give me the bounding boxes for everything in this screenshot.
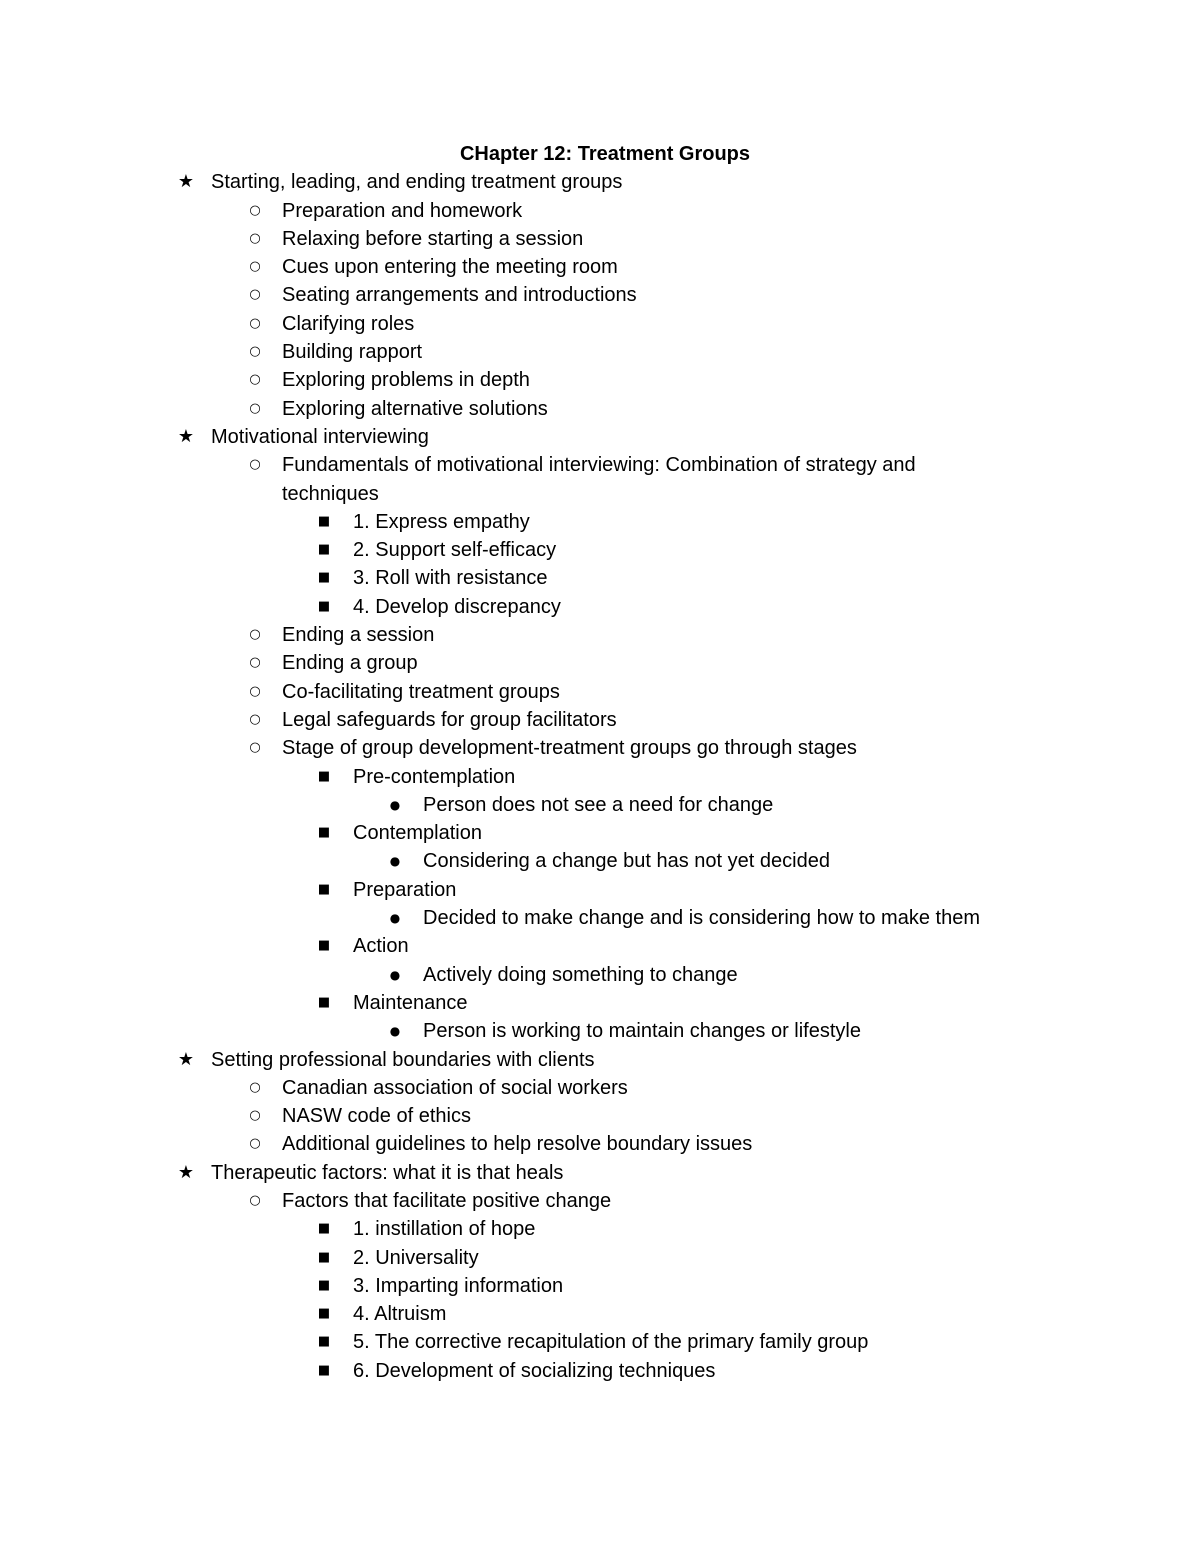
outline-text: Ending a group	[282, 652, 418, 675]
outline-row	[0, 791, 1200, 819]
circle-bullet-icon: ○	[249, 1079, 261, 1095]
square-bullet-icon: ■	[317, 1362, 331, 1378]
outline-text: Preparation	[353, 878, 457, 901]
outline-item-level-3	[0, 536, 1200, 564]
outline-row	[0, 1357, 1200, 1385]
outline-sublist	[0, 1074, 1200, 1159]
outline-item-level-3	[0, 1328, 1200, 1356]
outline-item-level-4	[0, 904, 1200, 932]
outline-item-level-2	[0, 281, 1200, 309]
outline-row	[0, 423, 1200, 451]
star-bullet-icon: ★	[177, 1161, 195, 1183]
circle-bullet-icon: ○	[249, 400, 261, 416]
outline-item-level-2	[0, 1102, 1200, 1130]
outline-item-level-1	[0, 1159, 1200, 1385]
outline-sublist	[0, 1187, 1200, 1385]
outline-item-level-2	[0, 621, 1200, 649]
outline-row	[0, 593, 1200, 621]
circle-bullet-icon: ○	[249, 655, 261, 671]
outline-row	[0, 734, 1200, 762]
square-bullet-icon: ■	[317, 938, 331, 954]
outline-row	[0, 1017, 1200, 1045]
outline-row	[0, 763, 1200, 791]
outline-row	[0, 961, 1200, 989]
outline-text: Ending a session	[282, 624, 435, 647]
outline-text: Building rapport	[282, 341, 423, 364]
outline-item-level-4	[0, 1017, 1200, 1045]
outline-text: 1. Express empathy	[353, 510, 530, 533]
outline-text: Stage of group development-treatment groups go through stages	[282, 737, 857, 760]
outline-text: Maintenance	[353, 991, 468, 1014]
outline-row	[0, 932, 1200, 960]
square-bullet-icon: ■	[317, 1277, 331, 1293]
circle-bullet-icon: ○	[249, 1192, 261, 1208]
circle-bullet-icon: ○	[249, 627, 261, 643]
circle-bullet-icon: ○	[249, 457, 261, 473]
outline-sublist	[0, 847, 1200, 875]
outline-text: Relaxing before starting a session	[282, 227, 584, 250]
outline-item-level-3	[0, 989, 1200, 1046]
outline-item-level-2	[0, 197, 1200, 225]
outline-row	[0, 1102, 1200, 1130]
outline-text: 3. Roll with resistance	[353, 567, 548, 590]
outline-row	[0, 197, 1200, 225]
outline-text: 4. Altruism	[353, 1303, 447, 1326]
square-bullet-icon: ■	[317, 598, 331, 614]
outline-row	[0, 168, 1200, 196]
outline-item-level-1	[0, 168, 1200, 423]
outline-item-level-3	[0, 876, 1200, 933]
outline-row	[0, 508, 1200, 536]
outline-row	[0, 1187, 1200, 1215]
circle-bullet-icon: ○	[249, 259, 261, 275]
outline-text: Additional guidelines to help resolve boundary issues	[282, 1133, 753, 1156]
outline-row	[0, 395, 1200, 423]
outline-text: Starting, leading, and ending treatment groups	[211, 171, 623, 194]
outline-text: 2. Universality	[353, 1246, 479, 1269]
outline-row	[0, 225, 1200, 253]
outline-item-level-2	[0, 395, 1200, 423]
circle-bullet-icon: ○	[249, 1108, 261, 1124]
outline-text: Factors that facilitate positive change	[282, 1189, 612, 1212]
outline-text: Actively doing something to change	[423, 963, 738, 986]
outline-item-level-3	[0, 932, 1200, 989]
outline-text: 4. Develop discrepancy	[353, 595, 561, 618]
outline-text: Contemplation	[353, 822, 482, 845]
circle-bullet-icon: ○	[249, 1136, 261, 1152]
outline-row	[0, 281, 1200, 309]
square-bullet-icon: ■	[317, 1249, 331, 1265]
outline-item-level-2	[0, 706, 1200, 734]
outline-item-level-3	[0, 1300, 1200, 1328]
outline-text: Therapeutic factors: what it is that heals	[211, 1161, 564, 1184]
square-bullet-icon: ■	[317, 513, 331, 529]
outline-text: Considering a change but has not yet decided	[423, 850, 830, 873]
outline-item-level-2	[0, 253, 1200, 281]
outline-text: Clarifying roles	[282, 312, 415, 335]
outline-list	[0, 168, 1200, 1385]
square-bullet-icon: ■	[317, 881, 331, 897]
outline-row	[0, 904, 1200, 932]
outline-item-level-2	[0, 338, 1200, 366]
square-bullet-icon: ■	[317, 1221, 331, 1237]
outline-item-level-3	[0, 593, 1200, 621]
outline-text: Fundamentals of motivational interviewing: Combination of strategy and techniques	[282, 454, 916, 505]
outline-item-level-4	[0, 791, 1200, 819]
outline-text: Exploring problems in depth	[282, 369, 530, 392]
star-bullet-icon: ★	[177, 1048, 195, 1070]
outline-text: 5. The corrective recapitulation of the primary family group	[353, 1331, 869, 1354]
outline-item-level-2	[0, 310, 1200, 338]
outline-row	[0, 1328, 1200, 1356]
outline-row	[0, 1074, 1200, 1102]
dot-bullet-icon: ●	[389, 797, 401, 812]
outline-item-level-2	[0, 649, 1200, 677]
outline-text: Exploring alternative solutions	[282, 397, 548, 420]
square-bullet-icon: ■	[317, 1334, 331, 1350]
outline-text: Canadian association of social workers	[282, 1076, 628, 1099]
circle-bullet-icon: ○	[249, 315, 261, 331]
outline-item-level-3	[0, 1357, 1200, 1385]
outline-text: Co-facilitating treatment groups	[282, 680, 560, 703]
outline-row	[0, 989, 1200, 1017]
circle-bullet-icon: ○	[249, 202, 261, 218]
outline-item-level-3	[0, 763, 1200, 820]
outline-row	[0, 876, 1200, 904]
outline-row	[0, 1244, 1200, 1272]
outline-row	[0, 819, 1200, 847]
document-title: CHapter 12: Treatment Groups	[459, 143, 751, 165]
outline-row	[0, 564, 1200, 592]
outline-item-level-3	[0, 819, 1200, 876]
outline-item-level-2	[0, 1187, 1200, 1385]
dot-bullet-icon: ●	[389, 967, 401, 982]
outline-item-level-3	[0, 508, 1200, 536]
document-page	[0, 140, 1200, 1385]
square-bullet-icon: ■	[317, 768, 331, 784]
circle-bullet-icon: ○	[249, 683, 261, 699]
outline-text: Person does not see a need for change	[423, 793, 774, 816]
outline-row	[0, 1215, 1200, 1243]
dot-bullet-icon: ●	[389, 911, 401, 926]
outline-item-level-4	[0, 847, 1200, 875]
square-bullet-icon: ■	[317, 825, 331, 841]
outline-row	[0, 621, 1200, 649]
outline-text: 2. Support self-efficacy	[353, 539, 557, 562]
outline-text: NASW code of ethics	[282, 1105, 471, 1128]
circle-bullet-icon: ○	[249, 344, 261, 360]
outline-row	[0, 706, 1200, 734]
outline-item-level-2	[0, 451, 1200, 621]
outline-row	[0, 536, 1200, 564]
outline-sublist	[0, 1215, 1200, 1385]
outline-item-level-2	[0, 1074, 1200, 1102]
outline-row	[0, 1272, 1200, 1300]
outline-item-level-4	[0, 961, 1200, 989]
circle-bullet-icon: ○	[249, 711, 261, 727]
outline-row	[0, 1300, 1200, 1328]
outline-text: 3. Imparting information	[353, 1274, 564, 1297]
outline-text: Person is working to maintain changes or lifestyle	[423, 1020, 861, 1043]
outline-row	[0, 1159, 1200, 1187]
outline-text: Decided to make change and is considering how to make them	[423, 907, 980, 930]
outline-row	[0, 338, 1200, 366]
star-bullet-icon: ★	[177, 425, 195, 447]
square-bullet-icon: ■	[317, 994, 331, 1010]
outline-sublist	[0, 1017, 1200, 1045]
outline-row	[0, 366, 1200, 394]
outline-text: Pre-contemplation	[353, 765, 516, 788]
outline-row	[0, 649, 1200, 677]
outline-item-level-3	[0, 564, 1200, 592]
outline-item-level-2	[0, 678, 1200, 706]
outline-item-level-3	[0, 1215, 1200, 1243]
square-bullet-icon: ■	[317, 570, 331, 586]
outline-sublist	[0, 763, 1200, 1046]
outline-text: Action	[353, 935, 409, 958]
outline-text: Cues upon entering the meeting room	[282, 256, 618, 279]
outline-row	[0, 253, 1200, 281]
outline-sublist	[0, 961, 1200, 989]
dot-bullet-icon: ●	[389, 854, 401, 869]
outline-sublist	[0, 451, 1200, 1045]
outline-text: Preparation and homework	[282, 199, 523, 222]
outline-text: Seating arrangements and introductions	[282, 284, 637, 307]
outline-row	[0, 678, 1200, 706]
outline-row	[0, 310, 1200, 338]
outline-row	[0, 847, 1200, 875]
square-bullet-icon: ■	[317, 1306, 331, 1322]
outline-item-level-3	[0, 1272, 1200, 1300]
outline-item-level-1	[0, 423, 1200, 1046]
outline-row	[0, 1130, 1200, 1158]
outline-item-level-2	[0, 225, 1200, 253]
outline-text: Setting professional boundaries with clients	[211, 1048, 595, 1071]
outline-sublist	[0, 197, 1200, 423]
outline-sublist	[0, 508, 1200, 621]
outline-item-level-3	[0, 1244, 1200, 1272]
circle-bullet-icon: ○	[249, 740, 261, 756]
circle-bullet-icon: ○	[249, 372, 261, 388]
outline-text: 1. instillation of hope	[353, 1218, 536, 1241]
outline-text: Legal safeguards for group facilitators	[282, 708, 617, 731]
circle-bullet-icon: ○	[249, 287, 261, 303]
outline-row	[0, 451, 1200, 508]
square-bullet-icon: ■	[317, 542, 331, 558]
outline-item-level-1	[0, 1046, 1200, 1159]
outline-item-level-2	[0, 1130, 1200, 1158]
star-bullet-icon: ★	[177, 171, 195, 193]
outline-item-level-2	[0, 366, 1200, 394]
outline-sublist	[0, 791, 1200, 819]
outline-text: 6. Development of socializing techniques	[353, 1359, 716, 1382]
outline-row	[0, 1046, 1200, 1074]
outline-item-level-2	[0, 734, 1200, 1045]
circle-bullet-icon: ○	[249, 230, 261, 246]
dot-bullet-icon: ●	[389, 1024, 401, 1039]
outline-sublist	[0, 904, 1200, 932]
outline-text: Motivational interviewing	[211, 425, 429, 448]
